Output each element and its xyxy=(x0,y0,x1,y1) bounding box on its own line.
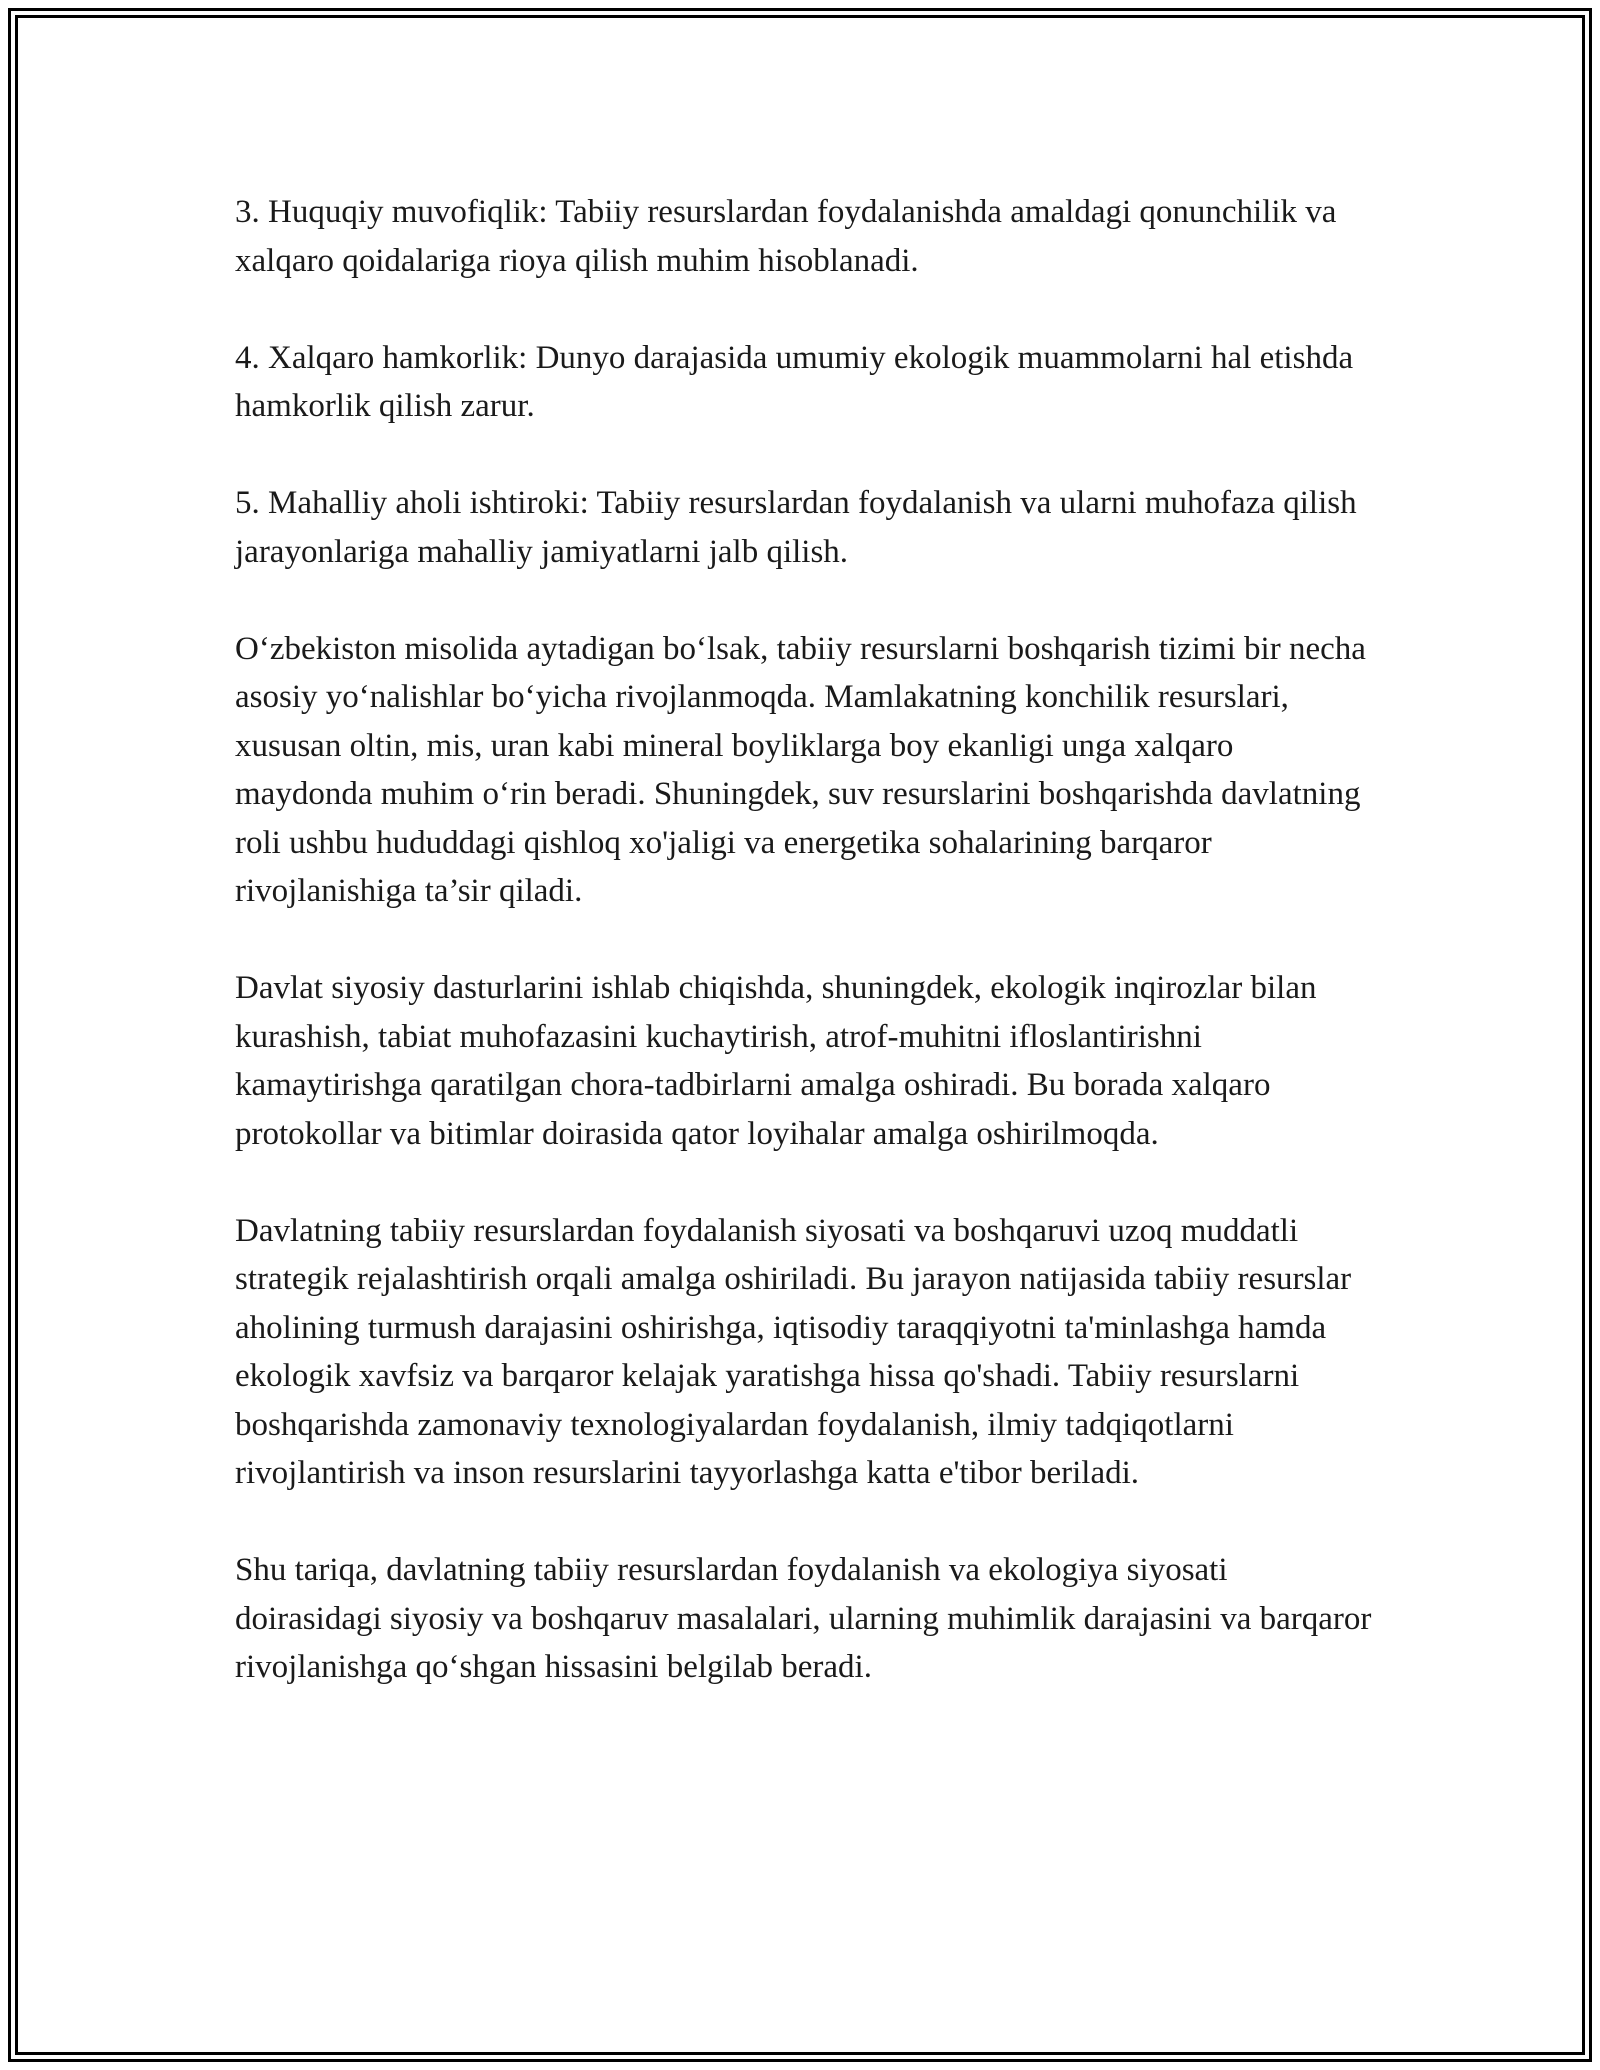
paragraph-strategic-planning: Davlatning tabiiy resurslardan foydalanish siyosati va boshqaruvi uzoq muddatli strategik rejalashtirish orqali amalga oshiriladi. Bu jarayon natijasida tabiiy resurslar aholining turmush darajasini oshirishga, iqtisodiy taraqqiyotni ta'minlashga hamda ekologik xavfsiz va barqaror kelajak yaratishga hissa qo'shadi. Tabiiy resurslarni boshqarishda zamonaviy texnologiyalardan foydalanish, ilmiy tadqiqotlarni rivojlantirish va inson resurslarini tayyorlashga katta e'tibor beriladi. xyxy=(235,1212,1352,1491)
document-body xyxy=(235,188,1375,1740)
paragraph-uzbekistan-example: O‘zbekiston misolida aytadigan bo‘lsak, tabiiy resurslarni boshqarish tizimi bir necha asosiy yo‘nalishlar bo‘yicha rivojlanmoqda. Mamlakatning konchilik resurslari, xususan oltin, mis, uran kabi mineral boyliklarga boy ekanligi unga xalqaro maydonda muhim o‘rin beradi. Shuningdek, suv resurslarini boshqarishda davlatning roli ushbu hududdagi qishloq xo'jaligi va energetika sohalarining barqaror rivojlanishiga ta’sir qiladi. xyxy=(235,630,1366,909)
paragraph-conclusion: Shu tariqa, davlatning tabiiy resurslardan foydalanish va ekologiya siyosati doirasidagi siyosiy va boshqaruv masalalari, ularning muhimlik darajasini va barqaror rivojlanishga qo‘shgan hissasini belgilab beradi. xyxy=(235,1552,1372,1685)
paragraph-state-programs: Davlat siyosiy dasturlarini ishlab chiqishda, shuningdek, ekologik inqirozlar bilan kurashish, tabiat muhofazasini kuchaytirish, atrof-muhitni ifloslantirishni kamaytirishga qaratilgan chora-tadbirlarni amalga oshiradi. Bu borada xalqaro protokollar va bitimlar doirasida qator loyihalar amalga oshirilmoqda. xyxy=(235,970,1317,1152)
paragraph-legal-compliance: 3. Huquqiy muvofiqlik: Tabiiy resurslardan foydalanishda amaldagi qonunchilik va xalqaro qoidalariga rioya qilish muhim hisoblanadi. xyxy=(235,194,1337,279)
paragraph-local-participation: 5. Mahalliy aholi ishtiroki: Tabiiy resurslardan foydalanish va ularni muhofaza qilish jarayonlariga mahalliy jamiyatlarni jalb qilish. xyxy=(235,485,1357,570)
paragraph-international-cooperation: 4. Xalqaro hamkorlik: Dunyo darajasida umumiy ekologik muammolarni hal etishda hamkorlik qilish zarur. xyxy=(235,339,1354,424)
